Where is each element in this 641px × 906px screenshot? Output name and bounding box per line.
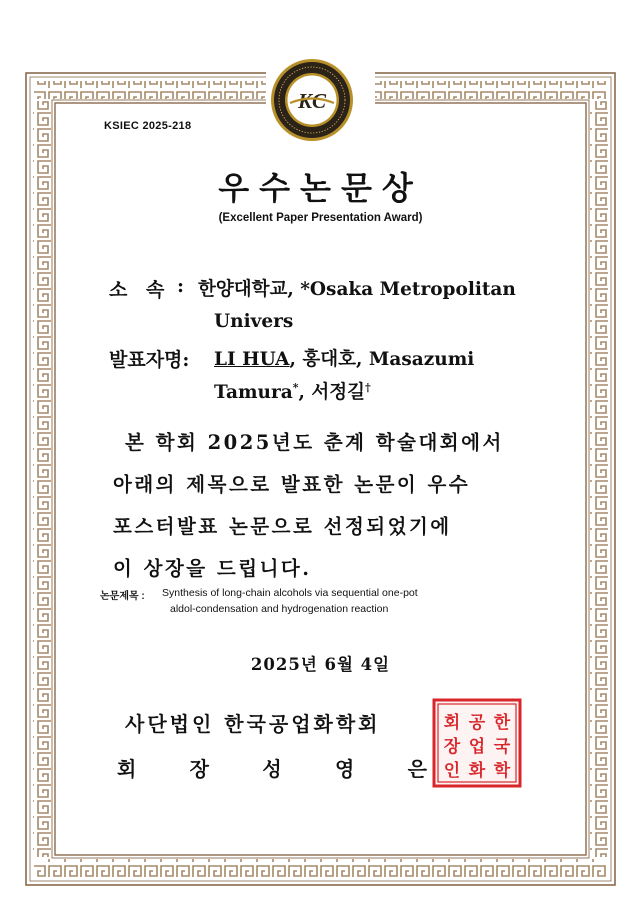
president-char: 성	[262, 757, 282, 781]
president-char: 은	[407, 757, 427, 781]
certificate-number: KSIEC 2025-218	[104, 120, 192, 132]
paper-title-line-2: aldol-condensation and hydrogenation reaction	[170, 603, 389, 615]
svg-text:한: 한	[493, 713, 511, 733]
affiliation-label: 소 속	[109, 279, 171, 301]
paper-title-label: 논문제목 :	[100, 591, 145, 602]
president-name	[117, 753, 427, 782]
paper-title-line-1: Synthesis of long-chain alcohols via sequential one-pot	[162, 587, 418, 599]
president-char: 장	[189, 757, 209, 781]
certificate-subtitle: (Excellent Paper Presentation Award)	[218, 212, 423, 224]
svg-text:장: 장	[443, 737, 461, 757]
presenters-line-1-rest: , 홍대호, Masazumi	[289, 349, 475, 370]
presenter-name-tamura: Tamura	[214, 382, 293, 403]
award-body-line-1: 본 학회 2025년도 춘계 학술대회에서	[125, 431, 504, 454]
presenter-name-underlined: LI HUA	[214, 349, 290, 370]
dagger-mark: †	[365, 380, 371, 394]
svg-text:화: 화	[468, 761, 486, 781]
affiliation-line-2: Univers	[214, 311, 294, 332]
svg-text:공: 공	[468, 713, 486, 733]
award-body-line-2: 아래의 제목으로 발표한 논문이 우수	[113, 473, 471, 496]
presenters-line-2	[214, 378, 371, 404]
issuing-organization: 사단법인 한국공업화학회	[125, 712, 381, 736]
svg-text:학: 학	[493, 761, 511, 781]
corresponding-mark: *	[292, 380, 299, 394]
presenters-line-2-rest: , 서정길	[298, 382, 366, 403]
president-char: 회	[117, 757, 137, 781]
affiliation-colon: :	[177, 275, 185, 297]
presenters-label: 발표자명:	[109, 349, 190, 371]
affiliation-line-1: 한양대학교, *Osaka Metropolitan	[198, 279, 516, 300]
certificate-title: 우수논문상	[218, 169, 423, 207]
award-body-line-3: 포스터발표 논문으로 선정되었기에	[113, 515, 452, 538]
svg-text:국: 국	[493, 737, 511, 757]
president-char: 영	[334, 757, 355, 781]
award-body-line-4: 이 상장을 드립니다.	[113, 557, 312, 580]
svg-text:업: 업	[468, 737, 486, 757]
svg-text:인: 인	[443, 761, 461, 781]
society-emblem-icon	[270, 58, 354, 142]
presenters-line-1	[214, 345, 474, 371]
svg-text:KC: KC	[297, 89, 327, 113]
red-seal-stamp-icon	[432, 698, 522, 788]
svg-text:회: 회	[443, 713, 461, 733]
award-date: 2025년 6월 4일	[250, 655, 391, 674]
